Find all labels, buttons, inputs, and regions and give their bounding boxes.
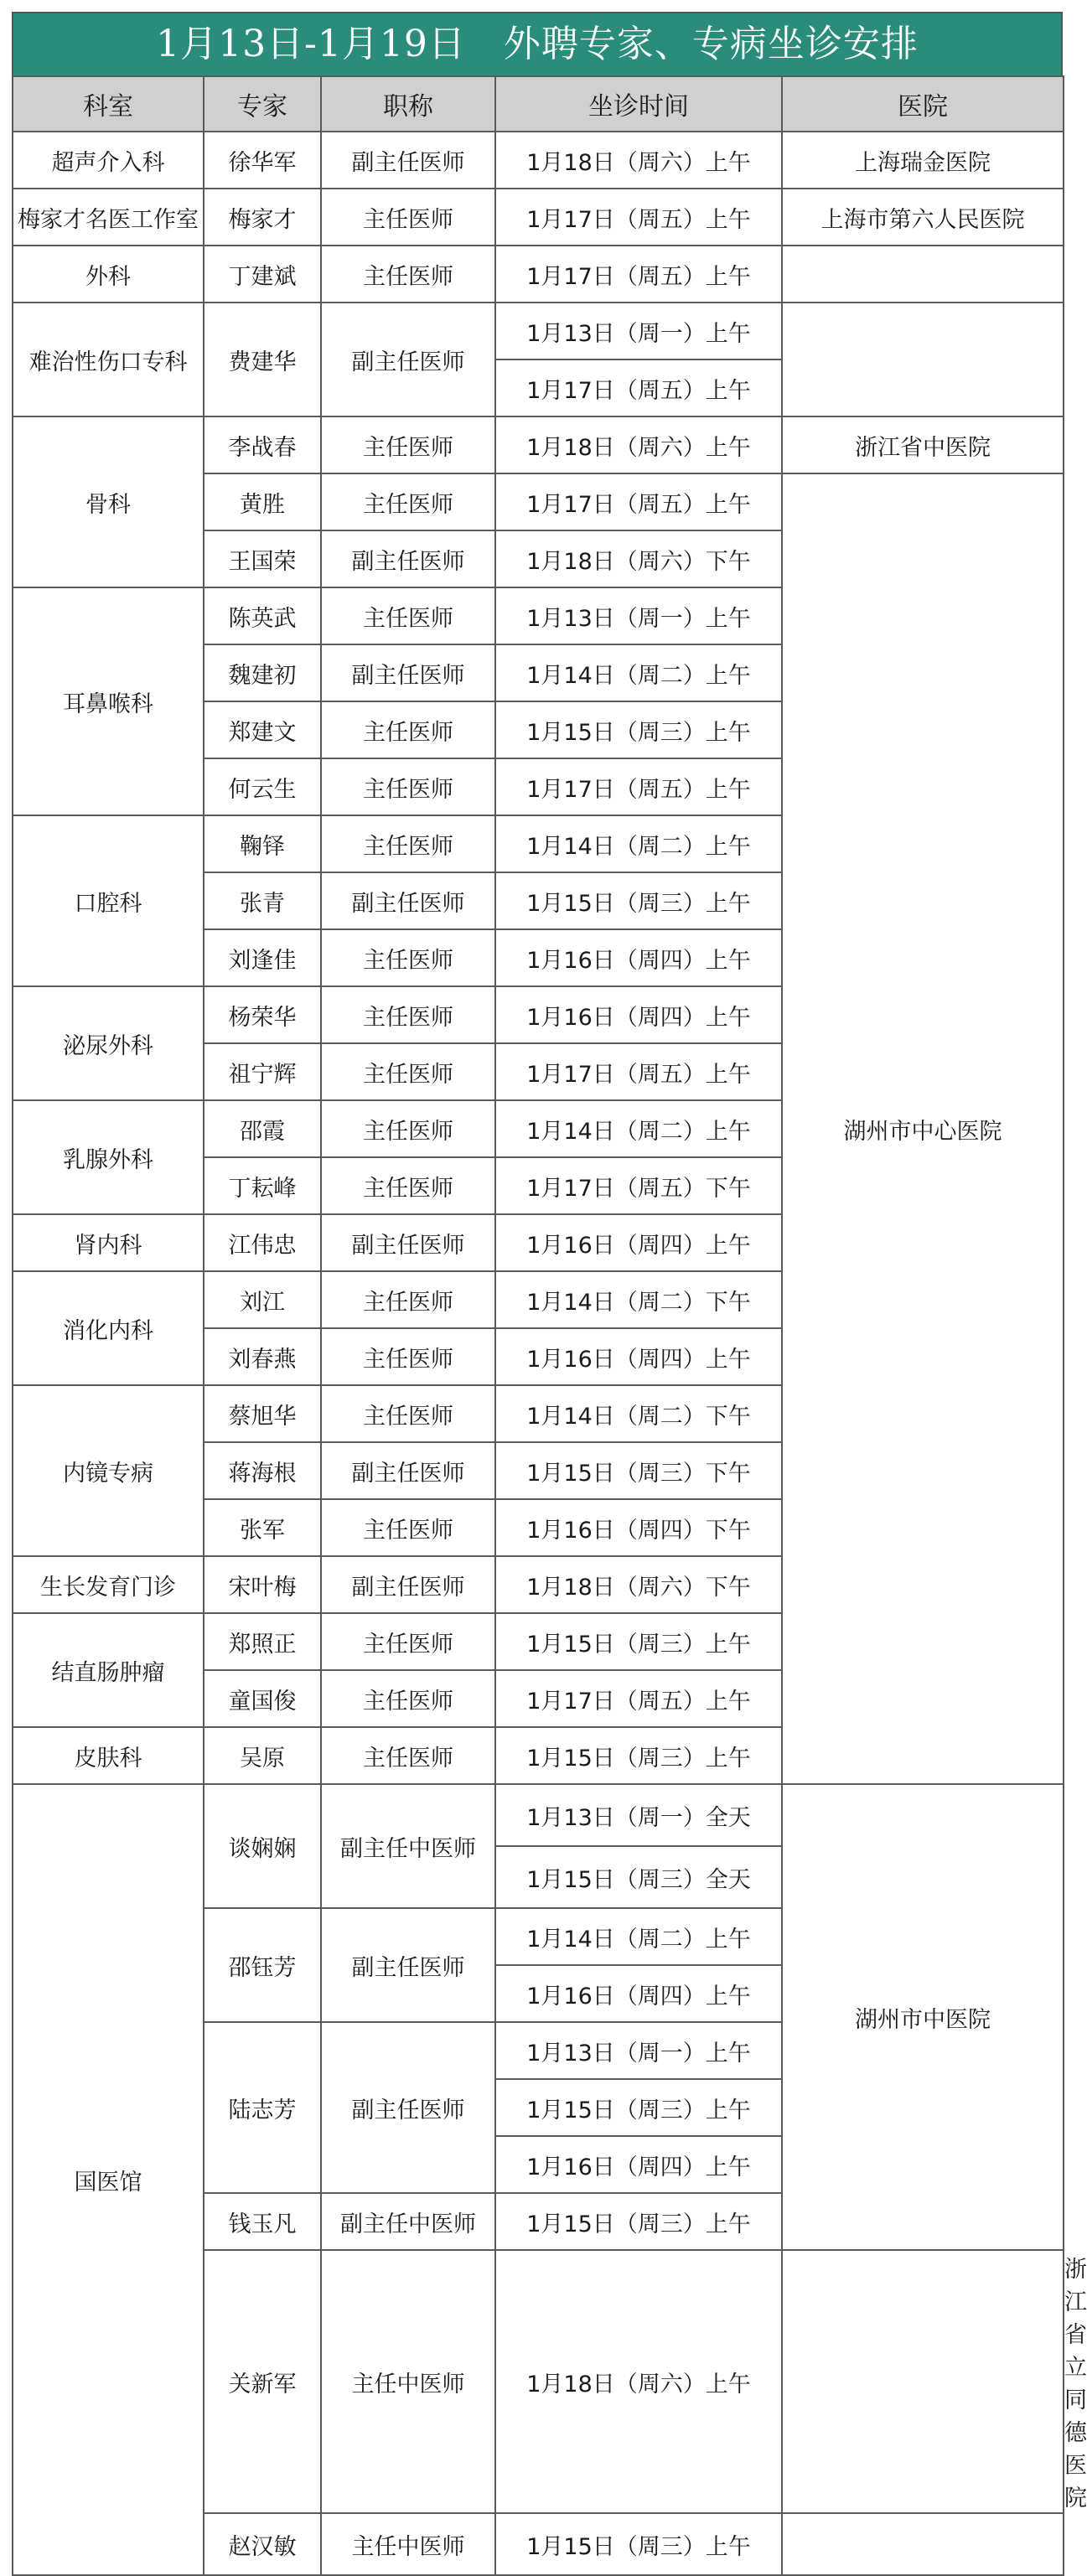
- expert-cell: 邵钰芳: [204, 1908, 321, 2022]
- expert-cell: 关新军: [204, 2250, 321, 2513]
- time-cell: 1月13日（周一）上午: [495, 2022, 782, 2079]
- expert-cell: 李战春: [204, 416, 321, 473]
- rank-cell: 主任医师: [321, 929, 495, 986]
- rank-cell: 副主任医师: [321, 303, 495, 416]
- rank-cell: 主任医师: [321, 1670, 495, 1727]
- expert-cell: 祖宁辉: [204, 1043, 321, 1100]
- rank-cell: 主任医师: [321, 189, 495, 246]
- dept-cell: 超声介入科: [13, 132, 204, 189]
- hospital-cell: [782, 303, 1064, 416]
- hospital-cell: [782, 2513, 1064, 2575]
- expert-cell: 江伟忠: [204, 1214, 321, 1271]
- hospital-cell: 上海市第六人民医院: [782, 189, 1064, 246]
- expert-cell: 陈英武: [204, 587, 321, 644]
- time-cell: 1月14日（周二）下午: [495, 1385, 782, 1442]
- dept-cell: 口腔科: [13, 815, 204, 986]
- expert-cell: 钱玉凡: [204, 2193, 321, 2250]
- rank-cell: 主任医师: [321, 701, 495, 758]
- time-cell: 1月13日（周一）全天: [495, 1784, 782, 1846]
- rank-cell: 副主任医师: [321, 530, 495, 587]
- dept-cell: 梅家才名医工作室: [13, 189, 204, 246]
- time-cell: 1月16日（周四）上午: [495, 1965, 782, 2022]
- expert-cell: 杨荣华: [204, 986, 321, 1043]
- expert-cell: 刘江: [204, 1271, 321, 1328]
- hospital-cell: 湖州市中心医院: [782, 473, 1064, 1784]
- rank-cell: 主任医师: [321, 1385, 495, 1442]
- header-hospital: 医院: [782, 76, 1064, 132]
- expert-cell: 魏建初: [204, 644, 321, 701]
- rank-cell: 主任医师: [321, 1613, 495, 1670]
- expert-cell: 丁建斌: [204, 246, 321, 303]
- time-cell: 1月18日（周六）下午: [495, 1556, 782, 1613]
- expert-cell: 刘春燕: [204, 1328, 321, 1385]
- time-cell: 1月14日（周二）下午: [495, 1271, 782, 1328]
- header-time: 坐诊时间: [495, 76, 782, 132]
- time-cell: 1月15日（周三）上午: [495, 1727, 782, 1784]
- table-row: [13, 132, 1064, 189]
- time-cell: 1月16日（周四）上午: [495, 2136, 782, 2193]
- expert-cell: 张军: [204, 1499, 321, 1556]
- expert-cell: 丁耘峰: [204, 1157, 321, 1214]
- time-cell: 1月17日（周五）上午: [495, 360, 782, 416]
- time-cell: 1月16日（周四）上午: [495, 1328, 782, 1385]
- hospital-cell: 湖州市中医院: [782, 1784, 1064, 2250]
- time-cell: 1月14日（周二）上午: [495, 644, 782, 701]
- expert-cell: 赵汉敏: [204, 2513, 321, 2575]
- time-cell: 1月16日（周四）上午: [495, 929, 782, 986]
- time-cell: 1月17日（周五）下午: [495, 1157, 782, 1214]
- time-cell: 1月17日（周五）上午: [495, 1670, 782, 1727]
- hospital-cell: [782, 246, 1064, 303]
- hospital-cell: 浙江省中医院: [782, 416, 1064, 473]
- time-cell: 1月17日（周五）上午: [495, 1043, 782, 1100]
- rank-cell: 主任医师: [321, 1727, 495, 1784]
- rank-cell: 主任中医师: [321, 2250, 495, 2513]
- rank-cell: 副主任医师: [321, 1908, 495, 2022]
- time-cell: 1月15日（周三）上午: [495, 2513, 782, 2575]
- rank-cell: 主任医师: [321, 758, 495, 815]
- rank-cell: 主任医师: [321, 1157, 495, 1214]
- rank-cell: 副主任医师: [321, 1214, 495, 1271]
- rank-cell: 主任医师: [321, 1100, 495, 1157]
- table-row: [13, 1784, 1064, 1846]
- time-cell: 1月16日（周四）下午: [495, 1499, 782, 1556]
- time-cell: 1月16日（周四）上午: [495, 1214, 782, 1271]
- rank-cell: 副主任医师: [321, 132, 495, 189]
- expert-cell: 吴原: [204, 1727, 321, 1784]
- table-row: [13, 416, 1064, 473]
- expert-cell: 陆志芳: [204, 2022, 321, 2193]
- rank-cell: 主任医师: [321, 587, 495, 644]
- time-cell: 1月16日（周四）上午: [495, 986, 782, 1043]
- time-cell: 1月13日（周一）上午: [495, 303, 782, 360]
- dept-cell: 生长发育门诊: [13, 1556, 204, 1613]
- dept-cell: 皮肤科: [13, 1727, 204, 1784]
- rank-cell: 主任医师: [321, 246, 495, 303]
- time-cell: 1月14日（周二）上午: [495, 1908, 782, 1965]
- dept-cell: 肾内科: [13, 1214, 204, 1271]
- dept-cell: 国医馆: [13, 1784, 204, 2575]
- expert-cell: 蔡旭华: [204, 1385, 321, 1442]
- expert-cell: 郑照正: [204, 1613, 321, 1670]
- expert-cell: 何云生: [204, 758, 321, 815]
- time-cell: 1月14日（周二）上午: [495, 1100, 782, 1157]
- dept-cell: 耳鼻喉科: [13, 587, 204, 815]
- rank-cell: 主任中医师: [321, 2513, 495, 2575]
- time-cell: 1月17日（周五）上午: [495, 189, 782, 246]
- expert-cell: 张青: [204, 872, 321, 929]
- hospital-cell: 上海瑞金医院: [782, 132, 1064, 189]
- rank-cell: 主任医师: [321, 986, 495, 1043]
- header-rank: 职称: [321, 76, 495, 132]
- rank-cell: 副主任中医师: [321, 2193, 495, 2250]
- expert-cell: 黄胜: [204, 473, 321, 530]
- table-row: [13, 189, 1064, 246]
- rank-cell: 副主任医师: [321, 2022, 495, 2193]
- dept-cell: 骨科: [13, 416, 204, 587]
- rank-cell: 主任医师: [321, 416, 495, 473]
- time-cell: 1月15日（周三）上午: [495, 1613, 782, 1670]
- rank-cell: 主任医师: [321, 1043, 495, 1100]
- expert-cell: 郑建文: [204, 701, 321, 758]
- rank-cell: 主任医师: [321, 473, 495, 530]
- rank-cell: 副主任医师: [321, 1442, 495, 1499]
- time-cell: 1月15日（周三）上午: [495, 872, 782, 929]
- time-cell: 1月15日（周三）上午: [495, 2193, 782, 2250]
- schedule-table: 科室 专家 职称 坐诊时间 医院 超声介入科 徐华军 副主任医师 1月18日（周六）上午 上海瑞金医院 梅家才名医工作室 梅家才 主任医师 1月17日（周五）上午 上海市第六人民医院 外科 丁建斌 主任医师 1月17日（周五）上午 难治性伤口专科 费建华 副主任医师 1月13日（周一）上午 1月17日（周五）上午 骨科 李战春 主任医师 1月18日（周六）上午 浙江省中医院 黄胜 主任医师 1月17日（周五）上午 湖州市中心医院 王国荣 副主任医师 1月18日（周六）下午 耳鼻喉科 陈英武 主任医师 1月13日（周一）上午 魏建初 副主任医师 1月14日（周二）上午 郑建文 主任医师 1月15日（周三）上午 何云生 主任医师 1月17日（周五）上午 口腔科 鞠铎 主任医师 1月14日（周二）上午 张青 副主任医师 1月15日（周三）上午 刘逢佳 主任医师 1月16日（周四）上午 泌尿外科 杨荣华 主任医师 1月16日（周四）上午 祖宁辉 主任医师 1月17日（周五）上午 乳腺外科 邵霞 主任医师 1月14日（周二）上午 丁耘峰 主任医师 1月17日（周五）下午 肾内科 江伟忠 副主任医师 1月16日（周四）上午 消化内科 刘江 主任医师 1月14日（周二）下午 刘春燕 主任医师 1月16日（周四）上午 内镜专病 蔡旭华 主任医师 1月14日（周二）下午 蒋海根 副主任医师 1月15日（周三）下午 张军 主任医师 1月16日（周四）下午 生长发育门诊 宋叶梅 副主任医师 1月18日（周六）下午 结直肠肿瘤 郑照正 主任医师 1月15日（周三）上午 童国俊 主任医师 1月17日（周五）上午 皮肤科 吴原 主任医师 1月15日（周三）上午 国医馆 谈娴娴 副主任中医师 1月13日（周一）全天 湖州市中医院 1月15日（周三）全天 邵钰芳 副主任医师 1月14日（周二）上午 1月16日（周四）上午 陆志芳 副主任医师 1月13日（周一）上午 1月15日（周三）上午 1月16日（周四）上午 钱玉凡 副主任中医师 1月15日（周三）上午 关新军 主任中医师 1月18日（周六）上午 浙江省立同德医院 赵汉敏 主任中医师 1月15日（周三）上午: [12, 75, 1064, 2576]
- time-cell: 1月17日（周五）上午: [495, 246, 782, 303]
- expert-cell: 刘逢佳: [204, 929, 321, 986]
- expert-cell: 费建华: [204, 303, 321, 416]
- time-cell: 1月18日（周六）上午: [495, 2250, 782, 2513]
- table-row: [13, 303, 1064, 360]
- dept-cell: 内镜专病: [13, 1385, 204, 1556]
- expert-cell: 童国俊: [204, 1670, 321, 1727]
- time-cell: 1月15日（周三）下午: [495, 1442, 782, 1499]
- dept-cell: 泌尿外科: [13, 986, 204, 1100]
- expert-cell: 宋叶梅: [204, 1556, 321, 1613]
- time-cell: 1月13日（周一）上午: [495, 587, 782, 644]
- dept-cell: 乳腺外科: [13, 1100, 204, 1214]
- time-cell: 1月18日（周六）上午: [495, 416, 782, 473]
- dept-cell: 外科: [13, 246, 204, 303]
- time-cell: 1月15日（周三）上午: [495, 701, 782, 758]
- header-expert: 专家: [204, 76, 321, 132]
- page-title: 1月13日-1月19日 外聘专家、专病坐诊安排: [12, 12, 1063, 75]
- dept-cell: 难治性伤口专科: [13, 303, 204, 416]
- expert-cell: 蒋海根: [204, 1442, 321, 1499]
- time-cell: 1月15日（周三）上午: [495, 2079, 782, 2136]
- expert-cell: 徐华军: [204, 132, 321, 189]
- dept-cell: 消化内科: [13, 1271, 204, 1385]
- rank-cell: 副主任医师: [321, 1556, 495, 1613]
- header-row: [13, 76, 1064, 132]
- expert-cell: 鞠铎: [204, 815, 321, 872]
- time-cell: 1月17日（周五）上午: [495, 758, 782, 815]
- rank-cell: 副主任中医师: [321, 1784, 495, 1908]
- time-cell: 1月14日（周二）上午: [495, 815, 782, 872]
- expert-cell: 王国荣: [204, 530, 321, 587]
- table-row: [13, 246, 1064, 303]
- rank-cell: 副主任医师: [321, 644, 495, 701]
- time-cell: 1月15日（周三）全天: [495, 1846, 782, 1908]
- rank-cell: 副主任医师: [321, 872, 495, 929]
- time-cell: 1月17日（周五）上午: [495, 473, 782, 530]
- rank-cell: 主任医师: [321, 1499, 495, 1556]
- time-cell: 1月18日（周六）上午: [495, 132, 782, 189]
- expert-cell: 谈娴娴: [204, 1784, 321, 1908]
- rank-cell: 主任医师: [321, 815, 495, 872]
- expert-cell: 梅家才: [204, 189, 321, 246]
- rank-cell: 主任医师: [321, 1271, 495, 1328]
- expert-cell: 邵霞: [204, 1100, 321, 1157]
- time-cell: 1月18日（周六）下午: [495, 530, 782, 587]
- dept-cell: 结直肠肿瘤: [13, 1613, 204, 1727]
- header-dept: 科室: [13, 76, 204, 132]
- rank-cell: 主任医师: [321, 1328, 495, 1385]
